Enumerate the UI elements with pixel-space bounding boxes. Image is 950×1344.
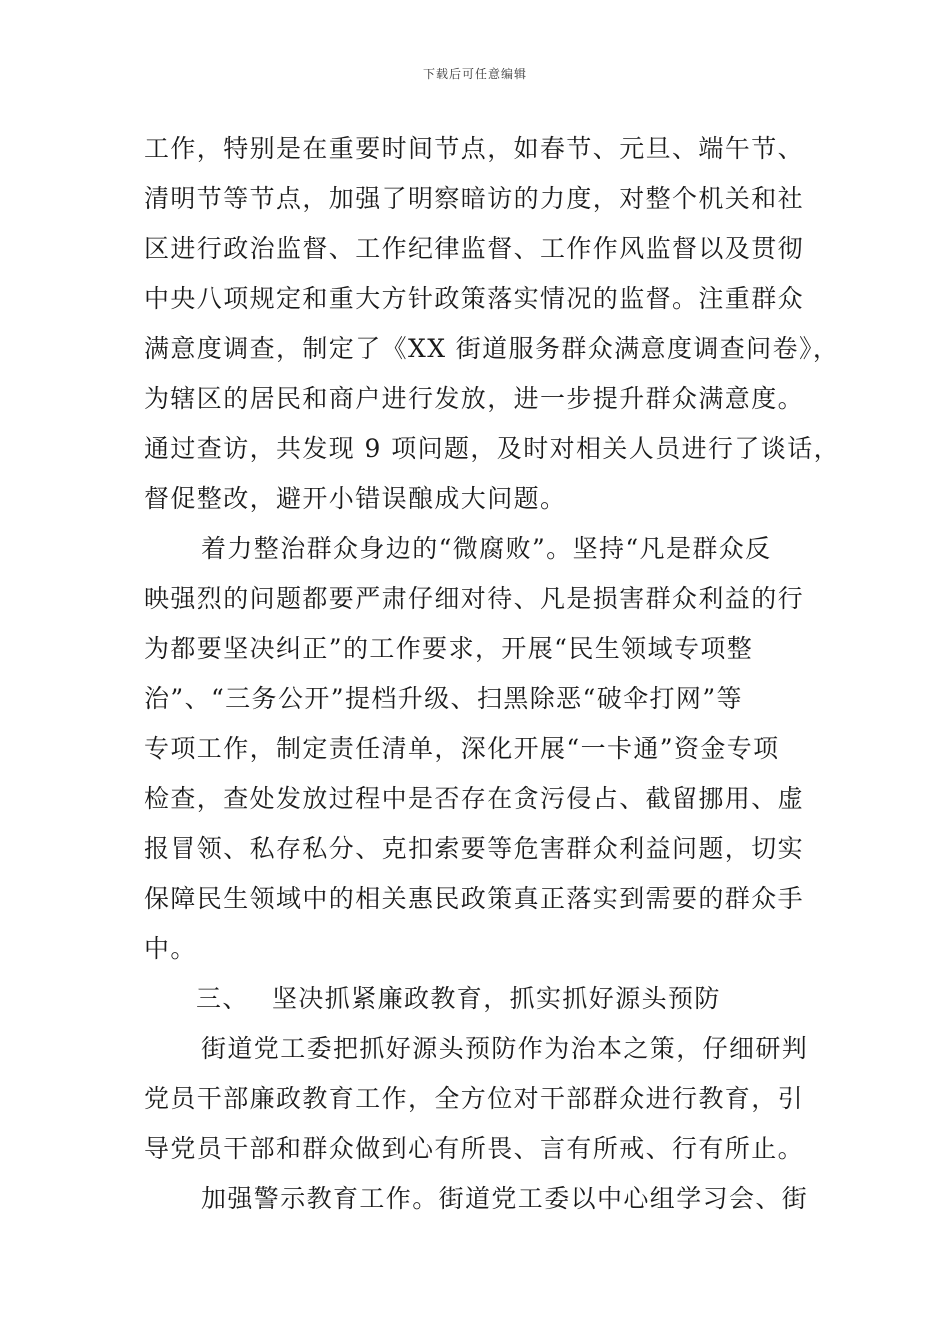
document-body xyxy=(144,124,841,1224)
paragraph-line: 区进行政治监督、工作纪律监督、工作作风监督以及贯彻 xyxy=(144,234,805,263)
paragraph-line: 中央八项规定和重大方针政策落实情况的监督。注重群众 xyxy=(144,284,805,313)
paragraph-line: 检查，查处发放过程中是否存在贪污侵占、截留挪用、虚 xyxy=(144,784,805,813)
section-number: 三、 xyxy=(196,984,249,1013)
paragraph-line: 加强警示教育工作。街道党工委以中心组学习会、街 xyxy=(201,1184,809,1213)
paragraph-line: 报冒领、私存私分、克扣索要等危害群众利益问题，切实 xyxy=(144,834,805,863)
paragraph-line: 中。 xyxy=(144,934,197,963)
paragraph-line: 通过查访，共发现 9 项问题，及时对相关人员进行了谈话， xyxy=(144,434,841,463)
paragraph-line: 为辖区的居民和商户进行发放，进一步提升群众满意度。 xyxy=(144,384,805,413)
paragraph-line: 清明节等节点，加强了明察暗访的力度，对整个机关和社 xyxy=(144,184,805,213)
section-title: 坚决抓紧廉政教育，抓实抓好源头预防 xyxy=(272,984,721,1013)
paragraph-line: 党员干部廉政教育工作，全方位对干部群众进行教育，引 xyxy=(144,1084,805,1113)
paragraph-line: 工作，特别是在重要时间节点，如春节、元旦、端午节、 xyxy=(144,134,805,163)
paragraph-line: 治”、“三务公开”提档升级、扫黑除恶“破伞打网”等 xyxy=(144,684,743,713)
paragraph-line: 街道党工委把抓好源头预防作为治本之策，仔细研判 xyxy=(201,1034,809,1063)
paragraph-line: 保障民生领域中的相关惠民政策真正落实到需要的群众手 xyxy=(144,884,805,913)
paragraph-line: 满意度调查，制定了《XX 街道服务群众满意度调查问卷》， xyxy=(144,334,840,363)
paragraph-line: 为都要坚决纠正”的工作要求，开展“民生领域专项整 xyxy=(144,634,754,663)
page-header: 下载后可任意编辑 xyxy=(422,67,527,81)
paragraph-line: 映强烈的问题都要严肃仔细对待、凡是损害群众利益的行 xyxy=(144,584,805,613)
section-heading xyxy=(144,974,824,1024)
paragraph-line: 着力整治群众身边的“微腐败”。坚持“凡是群众反 xyxy=(201,534,772,563)
paragraph-line: 督促整改，避开小错误酿成大问题。 xyxy=(144,484,567,513)
paragraph-line: 导党员干部和群众做到心有所畏、言有所戒、行有所止。 xyxy=(144,1134,805,1163)
paragraph-line: 专项工作，制定责任清单，深化开展“一卡通”资金专项 xyxy=(144,734,780,763)
